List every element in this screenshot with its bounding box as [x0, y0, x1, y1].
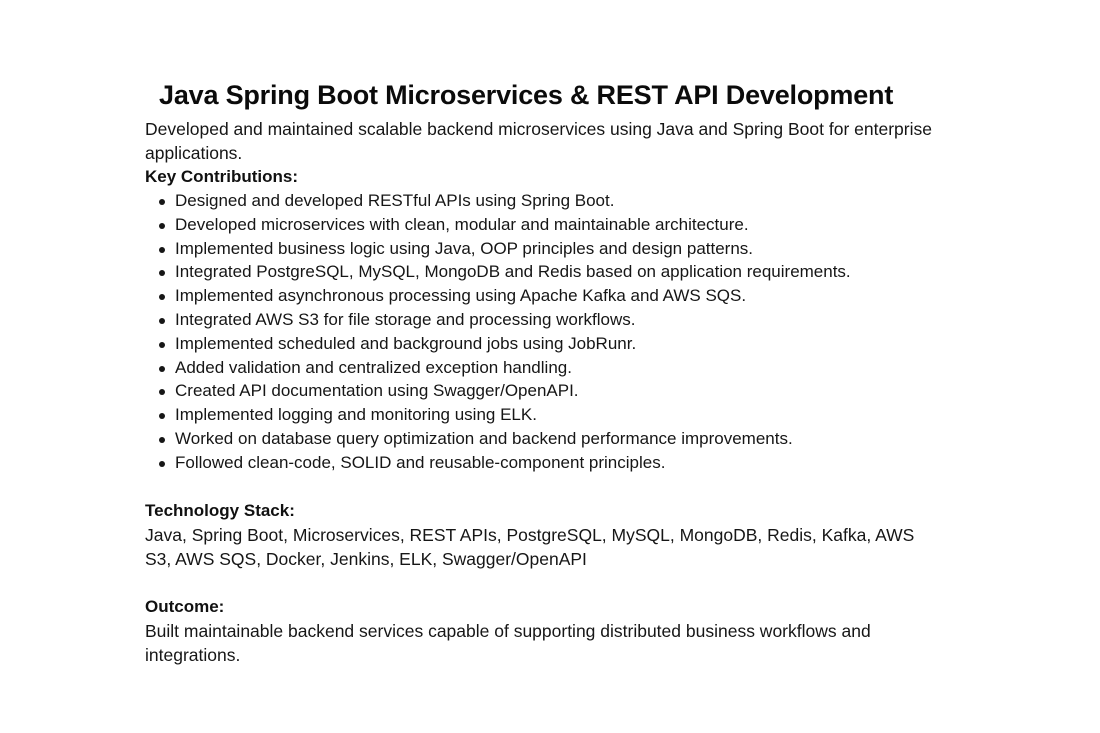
tech-stack-heading: Technology Stack:	[145, 500, 295, 520]
bullet-icon	[159, 223, 165, 229]
document	[145, 78, 945, 667]
list-item	[159, 308, 945, 332]
list-item-text: Worked on database query optimization and backend performance improvements.	[175, 428, 793, 448]
list-item	[159, 379, 945, 403]
list-item-text: Implemented asynchronous processing using Apache Kafka and AWS SQS.	[175, 286, 747, 306]
list-item	[159, 427, 945, 451]
list-item-text: Implemented business logic using Java, OOP principles and design patterns.	[175, 238, 754, 258]
bullet-icon	[159, 413, 165, 419]
bullet-icon	[159, 342, 165, 348]
bullet-icon	[159, 294, 165, 300]
contributions-list	[145, 189, 945, 475]
bullet-icon	[159, 437, 165, 443]
contributions-heading: Key Contributions:	[145, 167, 298, 186]
bullet-icon	[159, 461, 165, 467]
list-item	[159, 284, 945, 308]
bullet-icon	[159, 199, 165, 205]
section-spacer	[145, 475, 945, 499]
summary-text: Developed and maintained scalable backend microservices using Java and Spring Boot for enterprise applications.	[145, 119, 932, 163]
list-item	[159, 260, 945, 284]
list-item	[159, 451, 945, 475]
list-item	[159, 332, 945, 356]
outcome-text: Built maintainable backend services capable of supporting distributed business workflows and integrations.	[145, 620, 871, 665]
list-item-text: Created API documentation using Swagger/OpenAPI.	[175, 381, 579, 401]
list-item	[159, 237, 945, 261]
list-item-text: Integrated AWS S3 for file storage and processing workflows.	[175, 309, 636, 329]
list-item-text: Implemented scheduled and background jobs using JobRunr.	[175, 333, 637, 353]
bullet-icon	[159, 366, 165, 372]
page-title: Java Spring Boot Microservices & REST API Development	[159, 80, 894, 110]
bullet-icon	[159, 389, 165, 395]
section-spacer	[145, 571, 945, 595]
list-item	[159, 189, 945, 213]
tech-stack-text: Java, Spring Boot, Microservices, REST APIs, PostgreSQL, MySQL, MongoDB, Redis, Kafka, AWS S3, AWS SQS, Docker, Jenkins, ELK, Swagger/OpenAPI	[145, 524, 915, 569]
list-item-text: Integrated PostgreSQL, MySQL, MongoDB and Redis based on application requirements.	[175, 262, 851, 282]
bullet-icon	[159, 270, 165, 276]
bullet-icon	[159, 318, 165, 324]
list-item-text: Implemented logging and monitoring using ELK.	[175, 405, 537, 425]
list-item	[159, 356, 945, 380]
bullet-icon	[159, 247, 165, 253]
list-item-text: Followed clean-code, SOLID and reusable-component principles.	[175, 452, 666, 472]
list-item-text: Designed and developed RESTful APIs using Spring Boot.	[175, 191, 615, 210]
list-item-text: Developed microservices with clean, modular and maintainable architecture.	[175, 214, 749, 234]
list-item-text: Added validation and centralized exception handling.	[175, 357, 572, 377]
outcome-heading: Outcome:	[145, 596, 225, 616]
list-item	[159, 403, 945, 427]
list-item	[159, 213, 945, 237]
